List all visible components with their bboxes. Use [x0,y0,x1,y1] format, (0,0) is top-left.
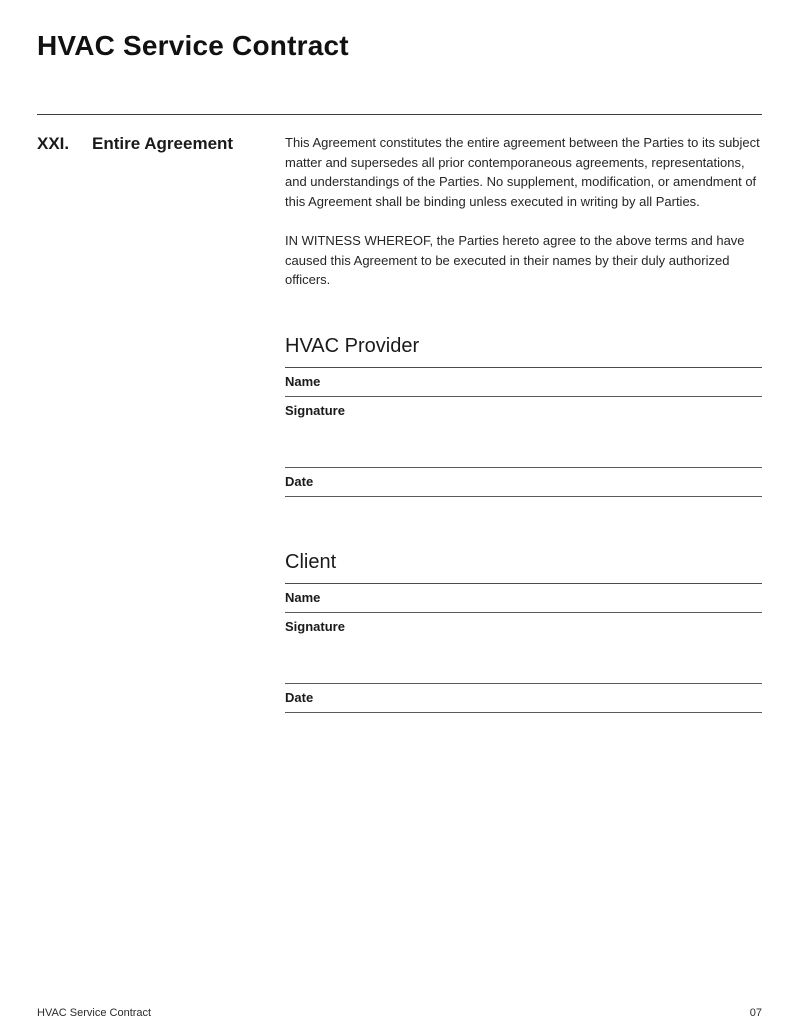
signature-block-heading: Client [285,550,762,584]
header-divider [37,114,762,115]
page-footer [37,1007,762,1020]
signature-field-label: Signature [285,613,762,684]
section-label-column [37,133,285,713]
signature-block-provider [285,334,762,497]
name-field-label: Name [285,368,762,397]
signature-block-client [285,550,762,713]
footer-page-number: 07 [749,1007,762,1019]
footer-document-name: HVAC Service Contract [37,1007,152,1019]
name-field-label: Name [285,584,762,613]
witness-paragraph: IN WITNESS WHEREOF, the Parties hereto agree to the above terms and have caused this Agreement to be executed in their names by their duly authorized officers. [285,233,745,287]
section-heading: Entire Agreement [92,134,234,153]
section-number: XXI. [37,134,70,153]
page-title: HVAC Service Contract [37,30,349,61]
section-body-column [285,133,762,713]
date-field-label: Date [285,468,762,497]
signature-field-label: Signature [285,397,762,468]
date-field-label: Date [285,684,762,713]
signature-block-heading: HVAC Provider [285,334,762,368]
section-paragraph: This Agreement constitutes the entire agreement between the Parties to its subject matter and supersedes all prior contemporaneous agreements, representations, and understandings of the Parties. No supplement, modification, or amendment of this Agreement shall be binding unless executed in writing by all Parties. [285,135,760,209]
section-row [37,133,762,713]
